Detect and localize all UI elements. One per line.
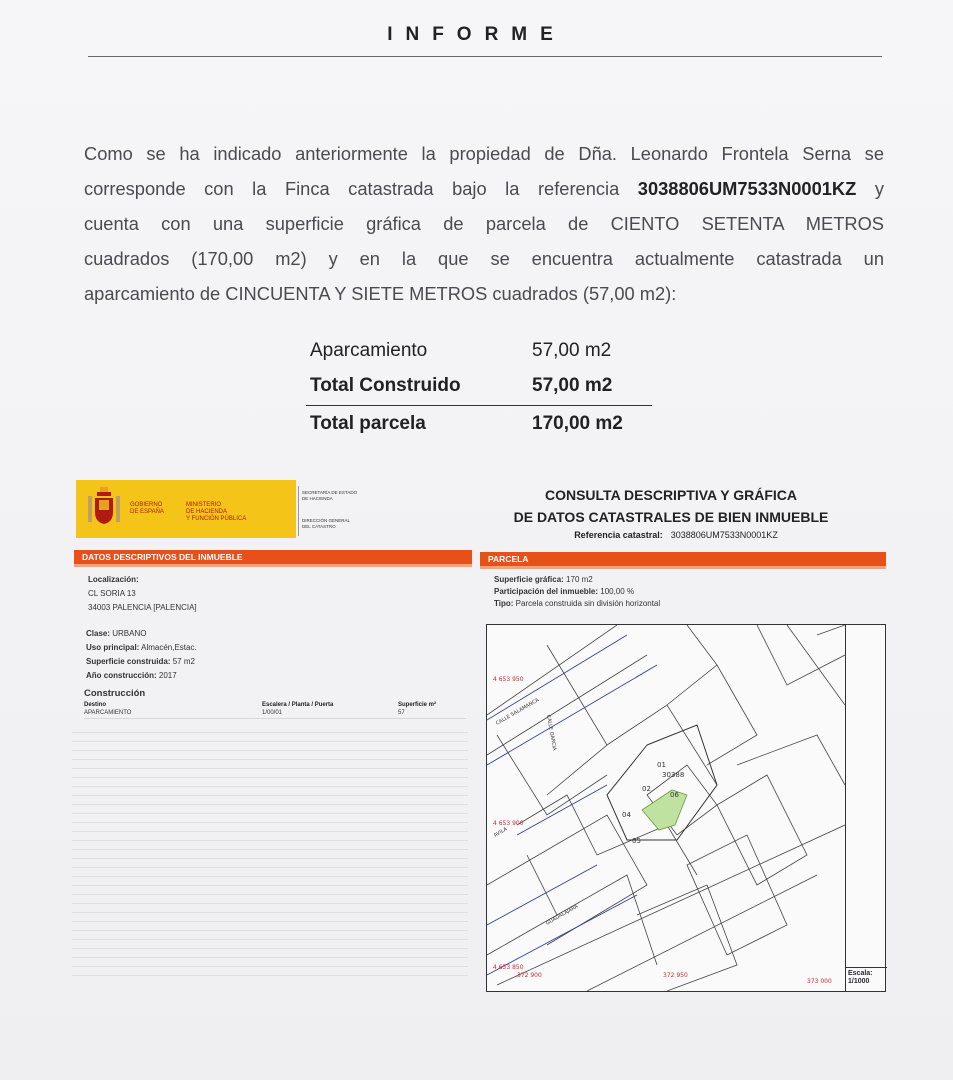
cell-superficie: 57: [398, 710, 405, 716]
cadastral-document: [66, 476, 888, 996]
cell-escalera: 1/00/01: [262, 710, 283, 716]
table-header: [84, 702, 466, 710]
street-label: CALLE GARCIA: [545, 714, 558, 751]
paragraph-line-2-text: corresponde con la Finca catastrada bajo la referencia: [84, 178, 638, 199]
sec-line-2: DE HACIENDA: [302, 495, 333, 501]
highlighted-parcel: [642, 790, 687, 830]
scale-value: 1/1000: [848, 978, 870, 985]
superficie-grafica-label: Superficie gráfica:: [494, 575, 564, 584]
clase-label: Clase:: [86, 629, 111, 638]
paragraph-line-1: Como se ha indicado anteriormente la propiedad de Dña. Leonardo Frontela Serna se: [84, 143, 884, 164]
header-superficie: Superficie m²: [398, 702, 437, 708]
uso-label: Uso principal:: [86, 643, 140, 652]
ministry-line-2: DE HACIENDA: [186, 509, 228, 515]
localizacion-block: [88, 574, 197, 613]
referencia-catastral: [506, 530, 846, 540]
participacion-value: 100,00 %: [600, 587, 635, 596]
summary-value: 57,00 m2: [532, 339, 612, 361]
coord-y-label: 4 653 950: [493, 676, 524, 683]
table-row: [84, 710, 466, 719]
construccion-title: Construcción: [84, 688, 146, 699]
gobierno-text: [130, 502, 164, 516]
street-label: AVILA: [493, 826, 509, 839]
street-label: CALLE SALAMANCA: [495, 697, 541, 727]
header-destino: Destino: [84, 702, 107, 708]
consulta-title: [486, 484, 856, 528]
section-bar-shadow: [480, 566, 886, 569]
consulta-title-line-2: DE DATOS CATASTRALES DE BIEN INMUEBLE: [513, 509, 829, 525]
clase-value: URBANO: [112, 629, 147, 638]
coord-x-label: 372 950: [663, 972, 688, 979]
paragraph-line-4: cuadrados (170,00 m2) y en la que se encuentra actualmente catastrada un: [84, 248, 884, 269]
scale-label: Escala:: [848, 970, 873, 977]
uso-value: Almacén,Estac.: [141, 643, 197, 652]
summary-label: Aparcamiento: [310, 339, 428, 361]
summary-value: 57,00 m2: [532, 374, 613, 396]
secretaria-text: [302, 490, 357, 501]
sec-line-1: SECRETARÍA DE ESTADO: [302, 490, 358, 495]
dir-line-2: DEL CATASTRO: [302, 523, 336, 529]
ministry-line-3: Y FUNCIÓN PÚBLICA: [186, 516, 247, 522]
unit-label: 04: [622, 811, 631, 819]
coat-of-arms-icon: [84, 486, 124, 530]
summary-row: [306, 406, 652, 441]
consulta-title-line-1: CONSULTA DESCRIPTIVA Y GRÁFICA: [544, 487, 797, 503]
map-legend: [845, 625, 887, 967]
ministry-text: [186, 502, 246, 523]
paragraph-line-5: aparcamiento de CINCUENTA Y SIETE METROS cuadrados (57,00 m2):: [84, 283, 677, 304]
ministry-line-1: MINISTERIO: [186, 502, 222, 508]
government-logo-banner: [76, 480, 296, 538]
unit-label: 05: [632, 837, 641, 845]
paragraph-line-2: [84, 171, 884, 206]
summary-value: 170,00 m2: [532, 412, 623, 434]
participacion-label: Participación del inmueble:: [494, 587, 599, 596]
ref-label: Referencia catastral:: [574, 530, 663, 540]
property-details: [86, 628, 197, 681]
map-scale: [845, 967, 887, 991]
cadastral-map: [486, 624, 886, 992]
construccion-table: [84, 702, 466, 719]
cell-destino: APARCAMIENTO: [84, 710, 132, 716]
unit-label: 01: [657, 761, 666, 769]
coord-y-label: 4 653 900: [493, 820, 524, 827]
construccion-heading: [84, 688, 145, 699]
header-escalera: Escalera / Planta / Puerta: [262, 702, 334, 708]
coord-x-label: 373 000: [807, 978, 832, 985]
parcel-ref-label: 30388: [662, 771, 685, 779]
surface-summary-table: [306, 333, 652, 441]
anio-value: 2017: [158, 671, 177, 680]
page-title: INFORME: [387, 24, 566, 45]
paragraph-line-3: cuenta con una superficie gráfica de parcela de CIENTO SETENTA METROS: [84, 213, 884, 234]
parcela-details: [494, 574, 660, 609]
paragraph-line-2-end: y: [856, 178, 884, 199]
coord-y-label: 4 653 850: [493, 964, 524, 971]
empty-table-lines: [72, 724, 468, 988]
direccion-text: [302, 518, 350, 529]
address-line-2: 34003 PALENCIA [PALENCIA]: [88, 603, 197, 612]
header-divider: [298, 486, 299, 536]
section-bar-shadow: [74, 564, 472, 567]
summary-row: [306, 368, 652, 403]
summary-row: [306, 333, 652, 368]
superficie-construida-label: Superficie construida:: [86, 657, 171, 666]
coord-x-label: 372 900: [517, 972, 542, 979]
summary-label: Total parcela: [310, 412, 426, 434]
section-bar-datos: DATOS DESCRIPTIVOS DEL INMUEBLE: [74, 550, 472, 564]
localizacion-label: Localización:: [88, 575, 139, 584]
report-paragraph: [84, 136, 884, 311]
superficie-construida-value: 57 m2: [172, 657, 195, 666]
superficie-grafica-value: 170 m2: [566, 575, 593, 584]
title-underline: [88, 56, 882, 57]
address-line-1: CL SORIA 13: [88, 589, 136, 598]
unit-label: 02: [642, 785, 651, 793]
section-bar-parcela: PARCELA: [480, 552, 886, 566]
summary-label: Total Construido: [310, 374, 461, 396]
gov-line-2: DE ESPAÑA: [130, 509, 164, 515]
anio-label: Año construcción:: [86, 671, 157, 680]
tipo-value: Parcela construida sin división horizontal: [515, 599, 661, 608]
map-drawing: [487, 625, 845, 991]
ref-value: 3038806UM7533N0001KZ: [670, 530, 778, 540]
gov-line-1: GOBIERNO: [130, 502, 163, 508]
cadastral-reference: 3038806UM7533N0001KZ: [637, 178, 857, 199]
unit-label: 06: [670, 791, 679, 799]
tipo-label: Tipo:: [494, 599, 514, 608]
dir-line-1: DIRECCIÓN GENERAL: [302, 518, 351, 523]
street-label: GUADALAJARA: [545, 903, 580, 927]
